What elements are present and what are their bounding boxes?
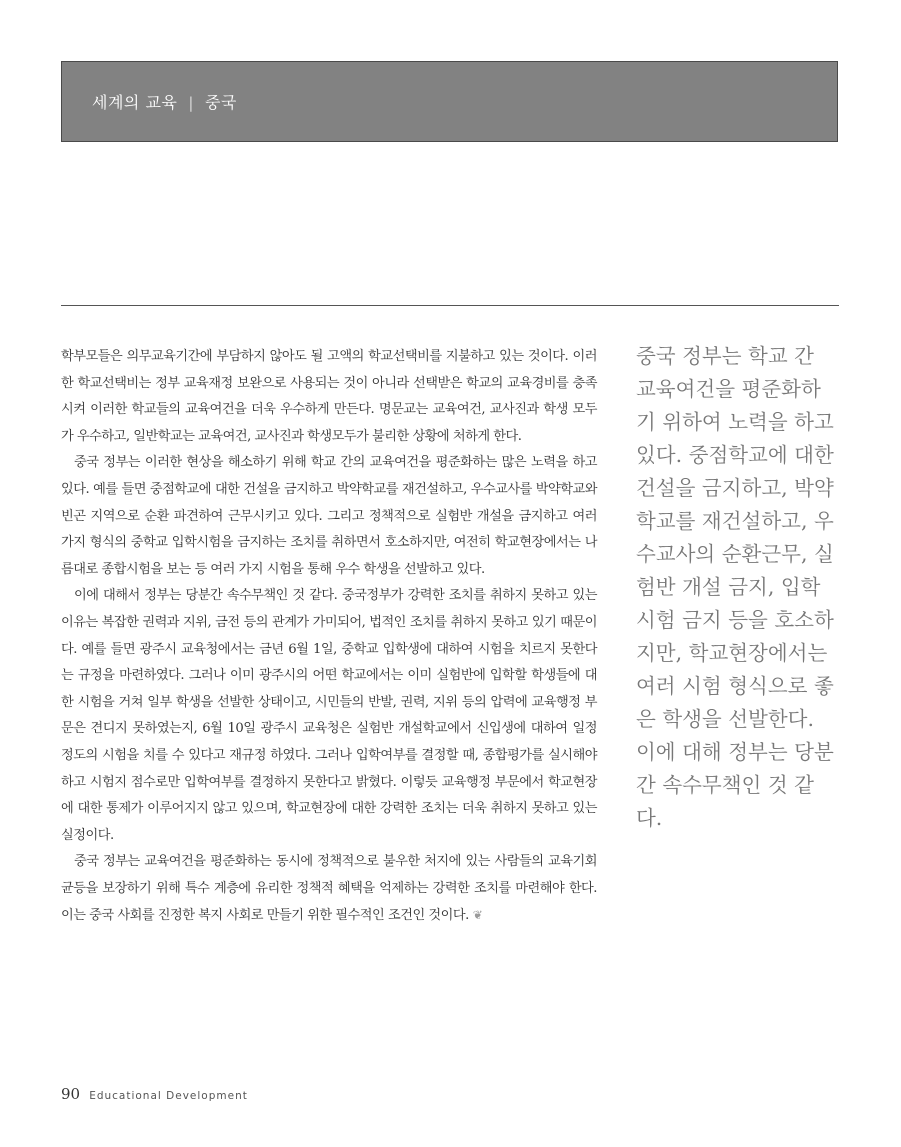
header-section-label: 세계의 교육 [92,93,178,112]
body-paragraph-2: 중국 정부는 이러한 현상을 해소하기 위해 학교 간의 교육여건을 평준화하는 많은 노력을 하고 있다. 예를 들면 중점학교에 대한 건설을 금지하고 박약학교를 재건설하고, 우수교사를 박약학교와 빈곤 지역으로 순환 파견하여 근무시키고 있다. 그리고 정책적으로 실험반 개설을 금지하고 여러 가지 형식의 중학교 입학시험을 금지하는 조치를 취하면서 호소하지만, 여전히 학교현장에서는 나름대로 종합시험을 보는 등 여러 가지 시험을 통해 우수 학생을 선발하고 있다. [61,455,597,577]
publication-name: Educational Development [89,1090,248,1102]
pull-quote [636,340,840,835]
body-paragraph-3: 이에 대해서 정부는 당분간 속수무책인 것 같다. 중국정부가 강력한 조치를 취하지 못하고 있는 이유는 복잡한 권력과 지위, 금전 등의 관계가 가미되어, 법적인 조치를 취하지 못하고 있기 때문이다. 예를 들면 광주시 교육청에서는 금년 6월 1일, 중학교 입학생에 대하여 시험을 치르지 못한다는 규정을 마련하였다. 그러나 이미 광주시의 어떤 학교에서는 이미 실험반에 입학할 학생들에 대한 시험을 거쳐 일부 학생을 선발한 상태이고, 시민들의 반발, 권력, 지위 등의 압력에 교육행정 부문은 견디지 못하였는지, 6월 10일 광주시 교육청은 실험반 개설학교에서 신입생에 대하여 일정 정도의 시험을 치를 수 있다고 재규정 하였다. 그러나 입학여부를 결정할 때, 종합평가를 실시해야하고 시험지 점수로만 입학여부를 결정하지 못한다고 밝혔다. 이렇듯 교육행정 부문에서 학교현장에 대한 통제가 이루어지지 않고 있으며, 학교현장에 대한 강력한 조치는 더욱 취하지 못하고 있는 실정이다. [61,588,597,843]
header-country-label: 중국 [204,93,237,112]
body-paragraph-4 [61,849,597,930]
body-paragraph-1: 학부모들은 의무교육기간에 부담하지 않아도 될 고액의 학교선택비를 지불하고 있는 것이다. 이러한 학교선택비는 정부 교육재정 보완으로 사용되는 것이 아니라 선택받은 학교의 교육경비를 충족시켜 이러한 학교들의 교육여건을 더욱 우수하게 만든다. 명문교는 교육여건, 교사진과 학생 모두가 우수하고, 일반학교는 교육여건, 교사진과 학생모두가 불리한 상황에 처하게 한다. [61,349,597,444]
page-footer [61,1084,248,1103]
page-number: 90 [61,1085,81,1103]
horizontal-rule [61,305,839,306]
article-body [61,344,597,930]
header-separator: | [188,94,194,112]
section-header [61,61,838,142]
leaf-end-icon: ❦ [472,908,483,923]
pull-quote-text: 중국 정부는 학교 간 교육여건을 평준화하기 위하여 노력을 하고 있다. 중점학교에 대한 건설을 금지하고, 박약학교를 재건설하고, 우수교사의 순환근무, 실험반 개설 금지, 입학시험 금지 등을 호소하지만, 학교현장에서는 여러 시험 형식으로 좋은 학생을 선발한다. 이에 대해 정부는 당분간 속수무책인 것 같다. [636,344,834,830]
header-title [92,90,237,113]
body-paragraph-4-text: 중국 정부는 교육여건을 평준화하는 동시에 정책적으로 불우한 처지에 있는 사람들의 교육기회 균등을 보장하기 위해 특수 계층에 유리한 정책적 혜택을 억제하는 강력한 조치를 마련해야 한다. 이는 중국 사회를 진정한 복지 사회로 만들기 위한 필수적인 조건인 것이다. [61,854,597,924]
